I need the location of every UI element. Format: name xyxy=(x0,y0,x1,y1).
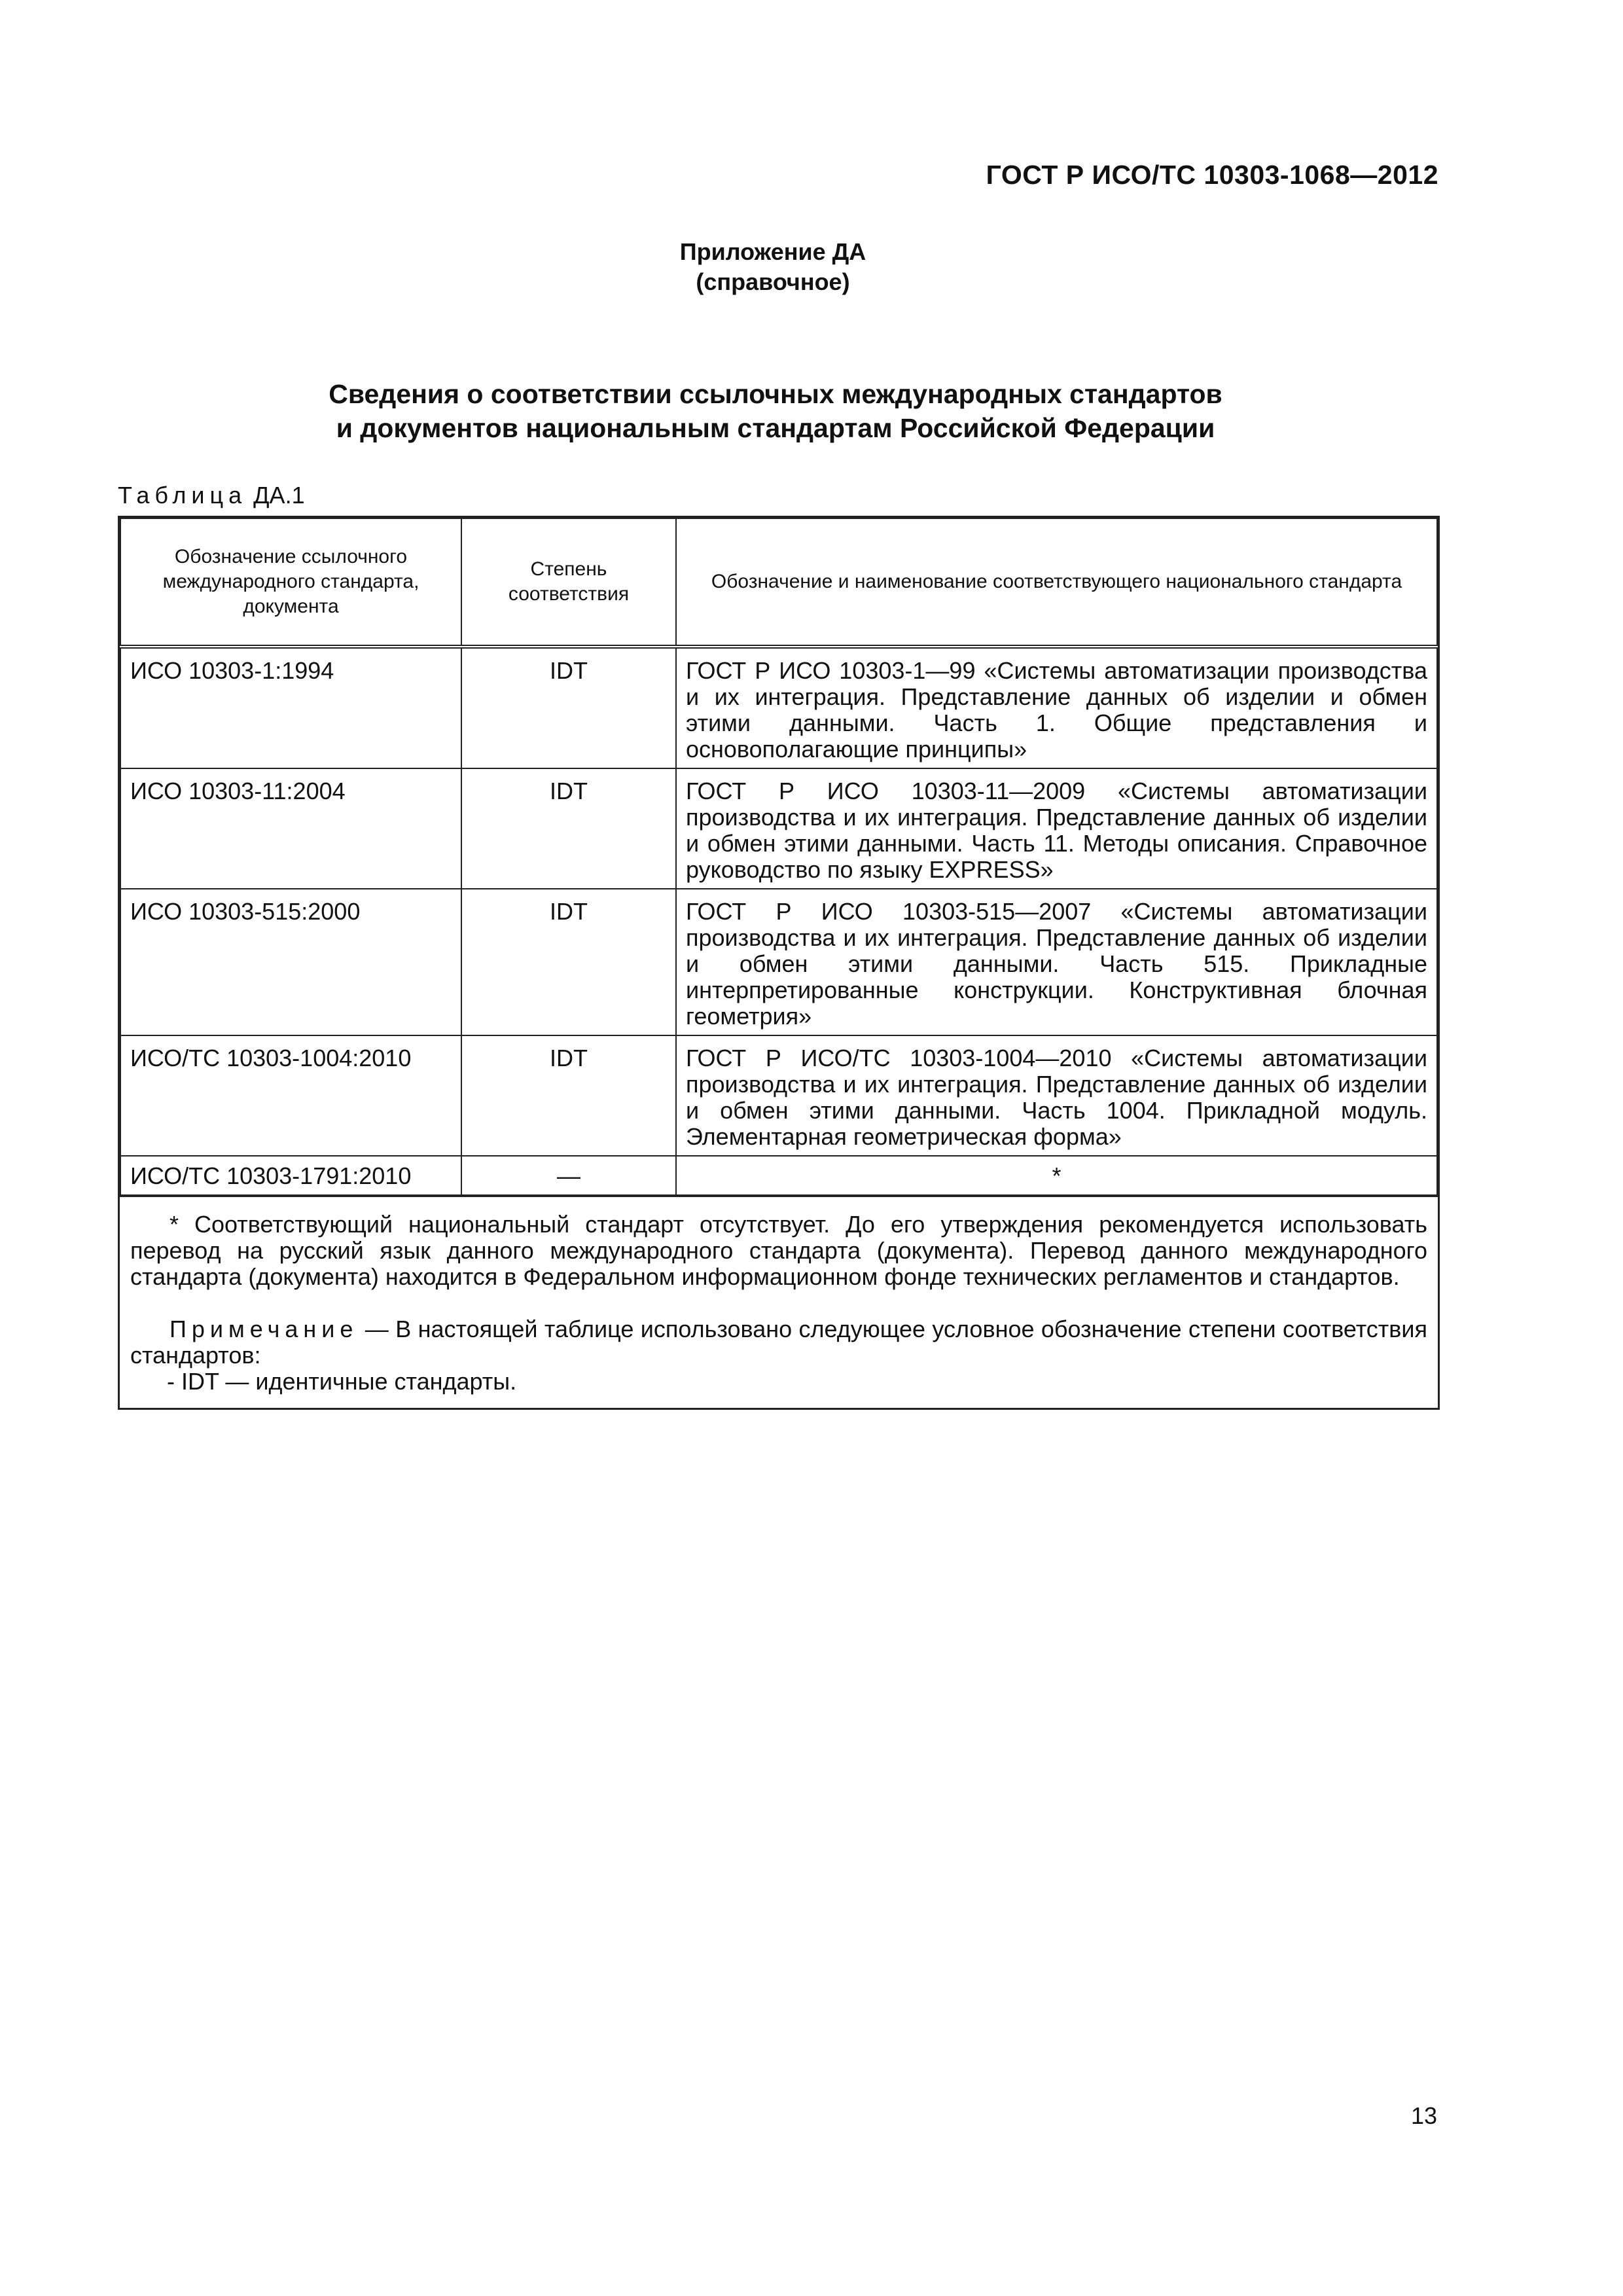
header-national-standard: Обозначение и наименование соответствующего национального стандарта xyxy=(676,518,1437,647)
table-row xyxy=(120,647,1437,768)
appendix-subtitle: (справочное) xyxy=(696,268,850,295)
table-header-row xyxy=(120,518,1437,647)
correspondence-table xyxy=(118,516,1440,1410)
cell-degree: IDT xyxy=(461,889,676,1035)
cell-international-code: ИСО/ТС 10303-1791:2010 xyxy=(120,1156,461,1195)
table-row xyxy=(120,1156,1437,1195)
cell-national-standard: ГОСТ Р ИСО/ТС 10303-1004—2010 «Системы автоматизации производства и их интеграция. Представление данных об изделии и обмен этими данными. Часть 1004. Прикладной модуль. Элементарная геометрическая форма» xyxy=(676,1035,1437,1156)
note-label: Примечание xyxy=(169,1316,359,1342)
header-international-standard: Обозначение ссылочного международного стандарта, документа xyxy=(120,518,461,647)
appendix-title: Приложение ДА xyxy=(679,238,866,265)
header-degree: Степень соответствия xyxy=(461,518,676,647)
cell-international-code: ИСО 10303-11:2004 xyxy=(120,768,461,889)
cell-degree: IDT xyxy=(461,768,676,889)
table-notes xyxy=(120,1196,1438,1408)
document-code: ГОСТ Р ИСО/ТС 10303-1068—2012 xyxy=(986,160,1438,190)
section-title xyxy=(0,377,1551,445)
cell-national-standard: ГОСТ Р ИСО 10303-1—99 «Системы автоматизации производства и их интеграция. Представление данных об изделии и обмен этими данными. Часть 1. Общие представления и основополагающие принципы» xyxy=(676,647,1437,768)
page-number: 13 xyxy=(1410,2102,1437,2129)
cell-national-standard: ГОСТ Р ИСО 10303-11—2009 «Системы автоматизации производства и их интеграция. Представление данных об изделии и обмен этими данными. Часть 11. Методы описания. Справочное руководство по языку EXPRESS» xyxy=(676,768,1437,889)
table-row xyxy=(120,889,1437,1035)
table-footnote: * Соответствующий национальный стандарт отсутствует. До его утверждения рекомендуется использовать перевод на русский язык данного международного стандарта (документа). Перевод данного международного стандарта (документа) находится в Федеральном информационном фонде технических регламентов и стандартов. xyxy=(130,1211,1427,1290)
cell-international-code: ИСО 10303-1:1994 xyxy=(120,647,461,768)
table-note xyxy=(130,1316,1427,1369)
note-text: — В настоящей таблице использовано следующее условное обозначение степени соответствия стандартов: xyxy=(130,1316,1427,1369)
cell-degree: IDT xyxy=(461,1035,676,1156)
table-label-word: Таблица xyxy=(118,482,247,509)
cell-international-code: ИСО 10303-515:2000 xyxy=(120,889,461,1035)
cell-national-standard: ГОСТ Р ИСО 10303-515—2007 «Системы автоматизации производства и их интеграция. Представление данных об изделии и обмен этими данными. Часть 515. Прикладные интерпретированные конструкции. Конструктивная блочная геометрия» xyxy=(676,889,1437,1035)
section-title-line-2: и документов национальным стандартам Российской Федерации xyxy=(336,413,1215,443)
cell-national-standard: * xyxy=(676,1156,1437,1195)
table-label xyxy=(118,482,305,509)
cell-degree: IDT xyxy=(461,647,676,768)
table-label-number: ДА.1 xyxy=(253,482,305,509)
note-item: - IDT — идентичные стандарты. xyxy=(167,1368,517,1395)
section-title-line-1: Сведения о соответствии ссылочных международных стандартов xyxy=(329,379,1222,409)
table-row xyxy=(120,768,1437,889)
appendix-heading xyxy=(0,237,1546,297)
cell-international-code: ИСО/ТС 10303-1004:2010 xyxy=(120,1035,461,1156)
cell-degree: — xyxy=(461,1156,676,1195)
table-row xyxy=(120,1035,1437,1156)
